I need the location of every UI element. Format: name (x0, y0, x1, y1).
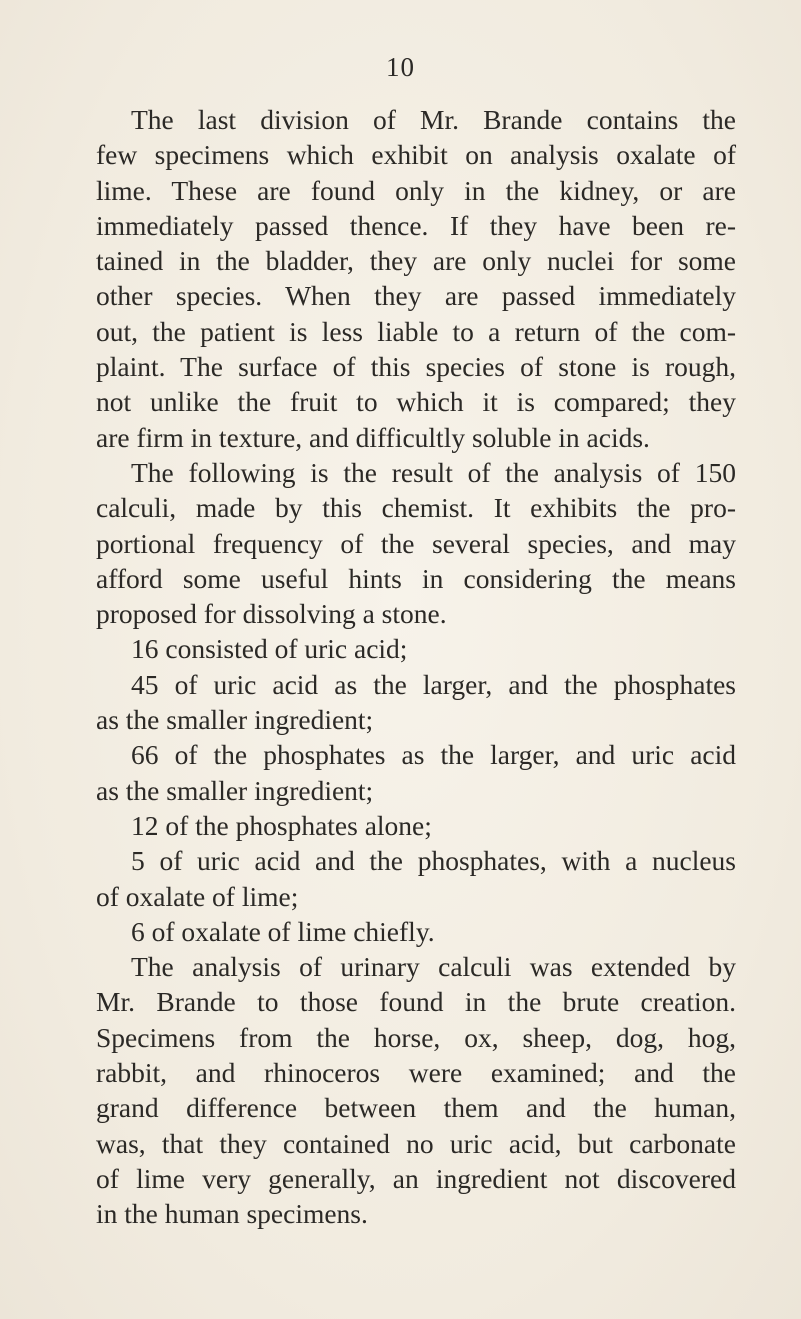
text-line: portional frequency of the several species, and may (96, 527, 736, 559)
text-line: rabbit, and rhinoceros were examined; and the (96, 1057, 736, 1089)
text-line: in the human specimens. (96, 1198, 368, 1230)
text-line: as the smaller ingredient; (96, 704, 374, 736)
text-line: Specimens from the horse, ox, sheep, dog, hog, (96, 1021, 736, 1053)
text-line: proposed for dissolving a stone. (96, 598, 447, 630)
text-line: out, the patient is less liable to a return of the com- (96, 315, 736, 347)
text-line: grand difference between them and the human, (96, 1092, 736, 1124)
text-line: immediately passed thence. If they have been re- (96, 209, 736, 241)
text-line: 66 of the phosphates as the larger, and uric acid (131, 739, 736, 771)
text-line: of lime very generally, an ingredient not discovered (96, 1162, 736, 1194)
text-line: not unlike the fruit to which it is compared; they (96, 386, 736, 418)
text-line: The following is the result of the analysis of 150 (131, 456, 736, 488)
text-line: other species. When they are passed immediately (96, 280, 736, 312)
text-line: 12 of the phosphates alone; (131, 809, 432, 841)
body-text (96, 102, 736, 1232)
text-line: as the smaller ingredient; (96, 774, 374, 806)
text-line: calculi, made by this chemist. It exhibits the pro- (96, 492, 736, 524)
text-line: 6 of oxalate of lime chiefly. (131, 915, 435, 947)
text-line: The last division of Mr. Brande contains the (131, 104, 736, 135)
text-line: 5 of uric acid and the phosphates, with a nucleus (131, 845, 736, 877)
text-line: lime. These are found only in the kidney, or are (96, 174, 736, 206)
text-line: tained in the bladder, they are only nuclei for some (96, 245, 736, 277)
text-line: 16 consisted of uric acid; (131, 633, 408, 665)
text-line: Mr. Brande to those found in the brute creation. (96, 986, 736, 1018)
text-line: few specimens which exhibit on analysis oxalate of (96, 139, 736, 171)
text-line: The analysis of urinary calculi was extended by (131, 951, 736, 983)
text-line: plaint. The surface of this species of stone is rough, (96, 351, 736, 383)
text-line: afford some useful hints in considering the means (96, 562, 736, 594)
text-line: are firm in texture, and difficultly soluble in acids. (96, 421, 650, 453)
text-line: of oxalate of lime; (96, 880, 299, 912)
text-line: 45 of uric acid as the larger, and the phosphates (131, 668, 736, 700)
page-number: 10 (386, 52, 415, 82)
text-line: was, that they contained no uric acid, but carbonate (96, 1127, 736, 1159)
